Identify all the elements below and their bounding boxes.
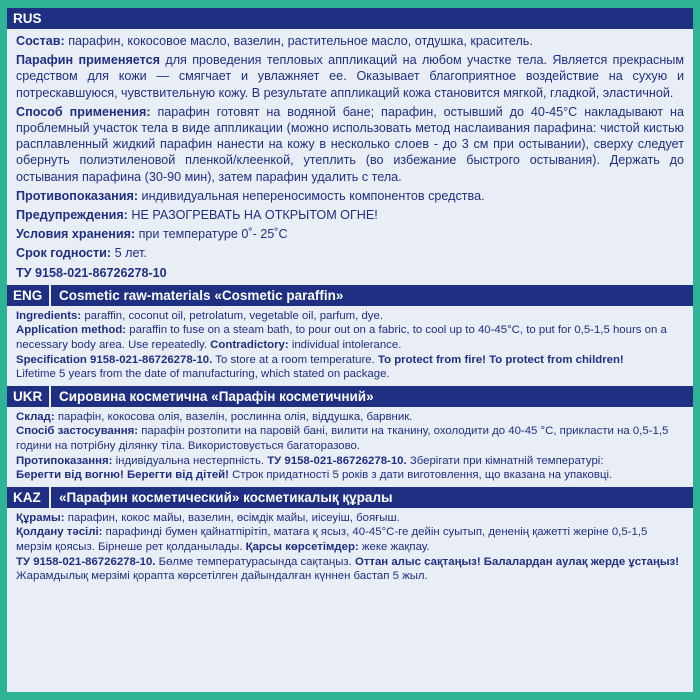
section-ukr [7,386,693,485]
language-code-ukr: UKR [7,386,51,407]
ukr-ingredients [16,410,684,425]
eng-ingredients-label: Ingredients: [16,309,82,322]
rus-storage-label: Условия хранения: [16,227,136,242]
kaz-tu-label: ТУ 9158-021-86726278-10. [16,555,156,568]
rus-warning-label: Предупреждения: [16,208,128,223]
eng-method [16,323,684,352]
ukr-contra-label: Протипоказання: [16,454,113,467]
kaz-contra-label: Қарсы көрсетімдер: [245,540,359,553]
section-title-kaz: «Парафин косметический» косметикалық құралы [59,489,393,505]
rus-contra-text: индивидуальная непереносимость компонентов средства. [138,188,485,203]
rus-contra-label: Противопоказания: [16,188,139,203]
eng-specification [16,353,684,368]
rus-method-text: парафин готовят на водяной бане; парафин, остывший до 40-45°С накладывают на проблемный участок тела в виде аппликации (можно использовать метод наслаивания парафина: чистой кистью расплавленный жидкий парафин нанести на кожу в несколько слоев - до 3 см при остывании), сверху следует обернуть полиэтиленовой пленкой/клеенкой, утеплить (во избежание быстрого остывания). Держать до остывания парафина (30-90 мин), затем парафин удалить с тела. [16,104,684,184]
rus-composition-text: парафин, кокосовое масло, вазелин, растительное масло, отдушка, краситель. [64,34,533,48]
rus-warnings [16,207,684,223]
section-kaz [7,487,693,586]
rus-method-label: Способ применения: [16,104,151,119]
section-rus [7,8,693,281]
section-header-kaz [7,487,693,508]
kaz-contra-text: жеке жақпау. [358,540,430,553]
ukr-protect [16,468,684,483]
eng-contra-text: individual intolerance. [288,339,402,352]
language-code-rus: RUS [13,11,42,26]
eng-spec-text: To store at a room temperature. [212,353,378,366]
rus-storage [16,226,684,242]
kaz-lifetime-text: Жарамдылық мерзімі қорапта көрсетілген дайындалған күннен бастап 5 жыл. [16,570,428,583]
ukr-tu-label: ТУ 9158-021-86726278-10. [267,454,407,467]
eng-ingredients-text: paraffin, coconut oil, petrolatum, vegetable oil, parfum, dye. [81,309,384,322]
eng-method-text: paraffin to fuse on a steam bath, to pour out on a fabric, to cool up to 40-45°C, to put for 0,5-1,5 hours on a necessary body area. Use repeatedly. [16,324,667,352]
kaz-method-label: Қолдану тәсілі: [16,526,103,539]
ukr-contraindications [16,454,684,469]
ukr-ingredients-text: парафін, кокосова олія, вазелін, рослинна олія, віддушка, барвник. [54,410,413,423]
kaz-ingredients [16,511,684,526]
rus-method [16,104,684,185]
rus-shelf-life [16,245,684,261]
ukr-protect-label: Берегти від вогню! Берегти від дітей! [16,469,229,482]
ukr-lifetime-text: Строк придатності 5 років з дати виготовлення, що вказана на упаковці. [228,469,613,482]
section-header-ukr [7,386,693,407]
kaz-method-text: парафинді бумен қайнатпірітіп, матаға қ ясыз, 40-45°С-ге дейін суытып, дененің қажетті жеріне 0,5-1,5 мерзім қоясыз. Бірнеше рет қолданылады. [16,526,648,553]
language-code-eng: ENG [7,285,51,306]
kaz-tu [16,555,684,584]
ukr-method-label: Спосіб застосування: [16,425,139,438]
rus-storage-text: при температуре 0˚- 25˚С [135,227,288,242]
kaz-protect-label: Оттан алыс сақтаңыз! Балалардан аулақ жерде ұстаңыз! [354,555,680,568]
eng-contra-label: Contradictory: [210,339,289,352]
eng-protect-label: To protect from fire! To protect from children! [377,353,624,366]
rus-usage [16,52,684,101]
ukr-method [16,424,684,453]
kaz-ingredients-label: Құрамы: [16,511,65,524]
rus-tu-number: ТУ 9158-021-86726278-10 [16,265,167,280]
eng-lifetime: Lifetime 5 years from the date of manufacturing, which stated on package. [16,368,390,381]
rus-tu [16,265,684,281]
rus-usage-text: для проведения тепловых аппликаций на любом участке тела. Является прекрасным средством для кожи — смягчает и увлажняет ее. Оказывает благоприятное воздействие на сухую и потрескавшуюся, чувствительную кожу. В результате аппликаций кожа становится мягкой, гладкой, эластичной. [16,53,684,100]
rus-usage-label: Парафин применяется [16,53,160,68]
section-title-ukr: Сировина косметична «Парафін косметичний» [59,388,374,404]
section-title-eng: Cosmetic raw-materials «Cosmetic paraffin» [59,287,344,303]
eng-ingredients [16,309,684,324]
label-panel [7,8,693,692]
section-eng [7,285,693,384]
kaz-tu-text: Бөлме температурасында сақтаңыз. [155,555,355,568]
ukr-method-text: парафін розтопити на паровій бані, вилити на тканину, охолодити до 40-45 °С, прикласти на 0,5-1,5 години на потрібну ділянку тіла. Використовується багаторазово. [16,425,669,452]
language-code-kaz: KAZ [7,487,51,508]
rus-shelf-text: 5 лет. [111,246,147,261]
ukr-contra-text: індивідуальна нестерпність. [112,454,268,467]
rus-composition [16,33,684,49]
eng-spec-label: Specification 9158-021-86726278-10. [16,353,213,366]
section-header-rus [7,8,693,29]
rus-warning-text: НЕ РАЗОГРЕВАТЬ НА ОТКРЫТОМ ОГНЕ! [127,208,378,223]
rus-composition-label: Состав: [16,34,65,48]
section-header-eng [7,285,693,306]
eng-method-label: Application method: [16,324,127,337]
rus-shelf-label: Срок годности: [16,246,112,261]
kaz-method [16,525,684,554]
ukr-tu-text: Зберігати при кімнатній температурі: [406,454,604,467]
kaz-ingredients-text: парафин, кокос майы, вазелин, өсімдік майы, иісеуіш, бояғыш. [64,511,400,524]
rus-contraindications [16,188,684,204]
ukr-ingredients-label: Склад: [16,410,55,423]
